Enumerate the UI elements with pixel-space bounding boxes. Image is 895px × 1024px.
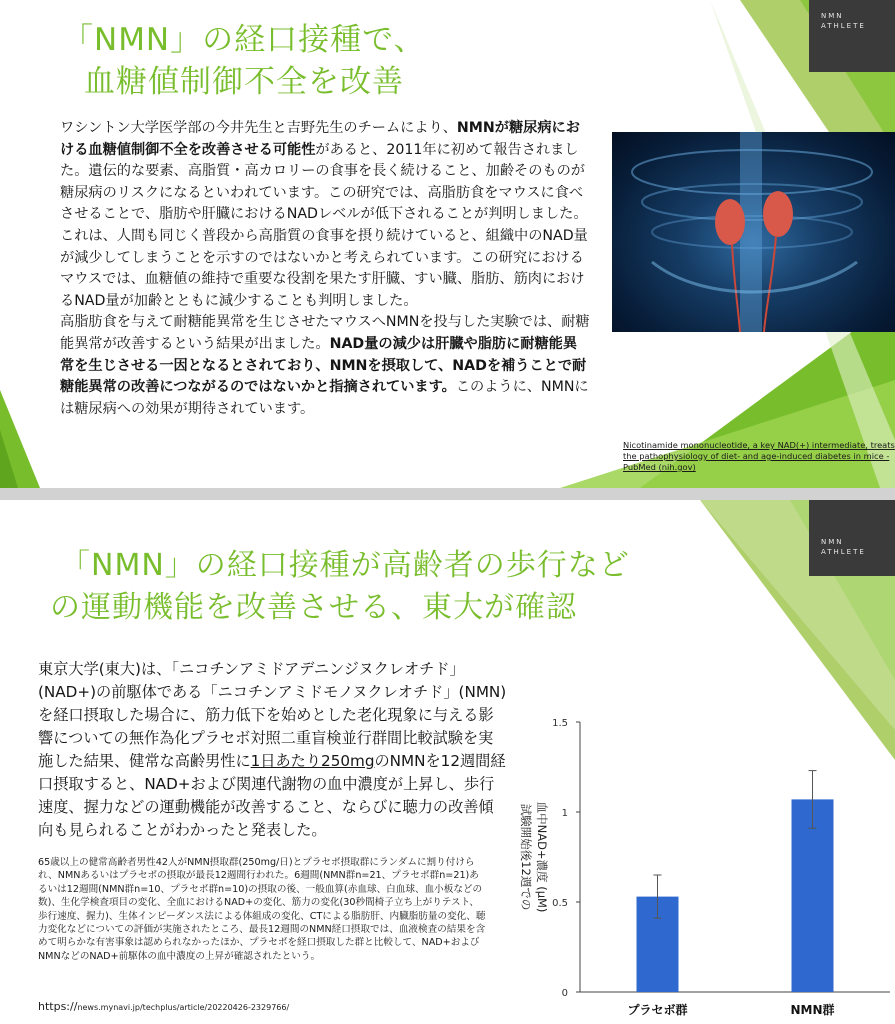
slide2-dose-underline: 1日あたり250mg — [250, 752, 375, 770]
slide2-title-line1: 「NMN」の経口接種が高齢者の歩行など — [60, 548, 630, 583]
slide1-title-line2: 血糖値制御不全を改善 — [84, 64, 404, 100]
slide1-p1-text: ワシントン大学医学部の今井先生と吉野先生のチームにより、 — [60, 120, 457, 136]
pubmed-citation-link[interactable]: Nicotinamide mononucleotide, a key NAD(+) intermediate, treats the pathophysiology of diet- and age-induced diabetes in mice - PubMed (nih.gov) — [623, 440, 895, 472]
slide1-p2-bold: NAD量の減少は肝臓や脂肪に耐糖能異常を生じさせる一因となるとされており、NMNを摂取して、NADを補うことで耐糖能異常の改善につながるのではないかと指摘されています。 — [60, 335, 587, 396]
brand-line1: NMN — [821, 12, 844, 20]
slide2-title-line2: の運動機能を改善させる、東大が確認 — [50, 590, 577, 625]
kidney-illustration-icon — [612, 132, 895, 332]
slide-walking-ability — [0, 500, 895, 1024]
slide1-body — [60, 118, 590, 420]
y-tick-label: 0 — [561, 988, 568, 999]
slide2-body-text: 東京大学(東大)は、「ニコチンアミドアデニンジヌクレオチド」(NAD+)の前駆体である「ニコチンアミドモノヌクレオチド」(NMN)を経口摂取した場合に、筋力低下を始めとした老化現象に与える影響についての無作為化プラセボ対照二重盲検並行群間比較試験を実施した結果、健常な高齢男性に — [38, 660, 507, 770]
brand-line2: ATHLETE — [821, 548, 866, 556]
slide-diabetes — [0, 0, 895, 488]
slide2-study-note: 65歳以上の健常高齢者男性42人がNMN摂取群(250mg/日)とプラセボ摂取群にランダムに割り付けられ、NMNあるいはプラセボの摂取が最長12週間行われた。6週間(NMN群n=21、プラセボ群n=21)あるいは12週間(NMN群n=10、プラセボ群n=10)の摂取の後、一般血算(赤血球、白血球、血小板などの数)、生化学検査項目の変化、全血におけるNAD+の変化、筋力の変化(30秒間椅子立ち上がりテスト、歩行速度、握力)、生体インピーダンス法による体組成の変化、CTによる脂肪肝、内臓脂肪量の変化、聴力変化などについての評価が実施されたところ、最長12週間のNMN経口摂取では、血液検査の結果を含めて明らかな有害事象は認められなかったほか、プラセボを経口摂取した群と比較して、NAD+およびNMNなどのNAD+前駆体の血中濃度の上昇が確認されたという。 — [38, 857, 486, 962]
url-prefix: https:// — [38, 1000, 78, 1013]
brand-line1: NMN — [821, 538, 844, 546]
slide1-p2-text2: このように、NMNには糖尿病への効果が期待されています。 — [60, 379, 589, 417]
x-tick-label: NMN群 — [790, 1003, 835, 1017]
nad-bar-chart — [500, 712, 895, 1024]
y-tick-label: 1 — [561, 808, 568, 819]
slide2-body — [38, 658, 508, 842]
slide1-p1-text2: があると、2011年に初めて報告されました。遺伝的な要素、高脂質・高カロリーの食事を長く続けること、加齢そのものが糖尿病のリスクになるといわれています。この研究では、高脂肪食をマウスに食べさせることで、脂肪や肝臓におけるNADレベルが低下されることが判明しました。これは、人間も同じく普段から高脂質の食事を摂り続けていると、組織中のNAD量が減少してしまうことを示すのではないかと考えられています。この研究におけるマウスでは、血糖値の維持で重要な役割を果たす肝臓、すい臓、脂肪、筋肉におけるNAD量が加齢とともに減少することも判明しました。 — [60, 141, 588, 309]
url-path: news.mynavi.jp/techplus/article/20220426-2329766/ — [77, 1003, 290, 1012]
y-axis-label-line2: 血中NAD+濃度 (μM) — [535, 801, 549, 913]
slide1-title-line1: 「NMN」の経口接種で、 — [62, 22, 426, 58]
slide1-p2-text: 高脂肪食を与えて耐糖能異常を生じさせたマウスへNMNを投与した実験では、耐糖能異常が改善するという結果が出ました。 — [60, 314, 590, 352]
brand-logo — [809, 0, 895, 72]
mynavi-source-link[interactable] — [38, 1000, 289, 1013]
kidney-anatomy-image — [612, 132, 895, 332]
brand-line2: ATHLETE — [821, 22, 866, 30]
brand-logo — [809, 500, 895, 576]
x-tick-label: プラセボ群 — [627, 1003, 688, 1017]
slide2-body-text2: のNMNを12週間経口摂取すると、NAD+および関連代謝物の血中濃度が上昇し、歩行速度、握力などの運動機能が改善すること、ならびに聴力の改善傾向も見られることがわかったと発表した。 — [38, 752, 506, 839]
y-axis-label-line1: 試験開始後12週での — [519, 803, 533, 911]
y-tick-label: 1.5 — [552, 718, 568, 729]
y-tick-label: 0.5 — [552, 898, 568, 909]
slide-separator — [0, 488, 895, 500]
slide1-p1-bold: NMNが糖尿病における血糖値制御不全を改善させる可能性 — [60, 120, 580, 158]
